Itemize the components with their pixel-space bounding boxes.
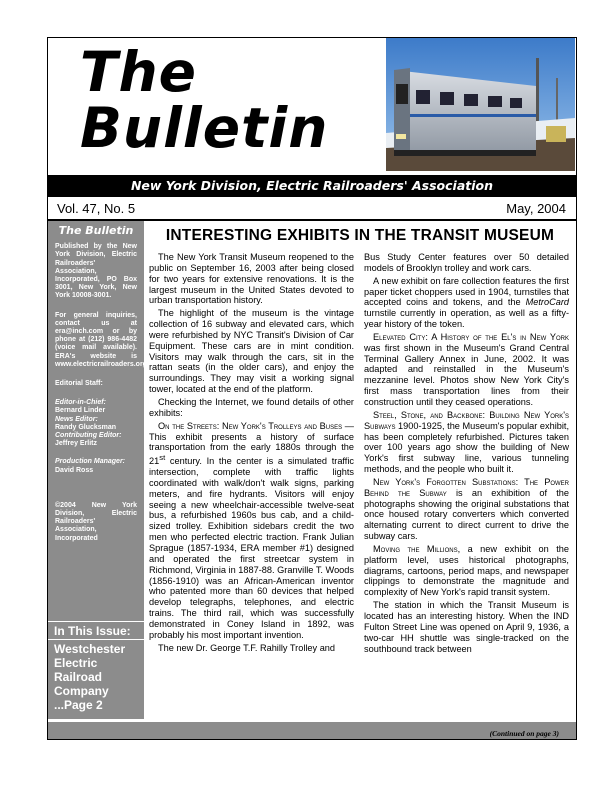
paragraph: Steel, Stone, and Backbone: Building New York's Subways 1900-1925, the Museum's popular exhibit, has been completely refurbished. Pictures taken over 100 years ago show the building of New York's first subway line, various tunneling methods, and the people who built it.	[364, 409, 569, 475]
paragraph: Checking the Internet, we found details of other exhibits:	[149, 396, 354, 418]
exhibit-title: On the Streets: New York's Trolleys and Buses	[158, 420, 343, 431]
masthead-title	[80, 40, 329, 160]
exhibit-title: Steel, Stone, and Backbone: Building New York's Subways 1900-1925	[364, 409, 569, 431]
paragraph: The highlight of the museum is the vintage collection of 16 subway and elevated cars, which were refurbished by NYC Transit's Division of Car Equipment. These cars are in mint condition. Visitors may walk through the cars, sit in the rattan seats (in the older cars), and enjoy the surroundings. They may visit a working signal tower, located at the end of the platform.	[149, 308, 354, 395]
contact-info: For general inquiries, contact us at era@inch.com or by phone at (212) 986-4482 (voice mail available). ERA's website is www.electricrailroaders.org.	[55, 311, 149, 368]
paragraph: The new Dr. George T.F. Rahilly Trolley and	[158, 642, 336, 653]
news-editor-label: News Editor:	[55, 415, 98, 423]
article-column-2	[364, 252, 569, 656]
article-column-1	[149, 252, 354, 655]
news-editor-name: Randy Glucksman	[55, 423, 117, 431]
subway-train-photo	[386, 38, 575, 171]
copyright-notice: ©2004 New York Division, Electric Railroaders' Association, Incorporated	[55, 501, 137, 542]
exhibit-title: New York's Forgotten Substations: The Power Behind the Subway	[364, 476, 569, 498]
production-manager-label: Production Manager:	[55, 458, 126, 466]
masthead-title-line1: The	[80, 40, 197, 104]
masthead-title-line2: Bulletin	[80, 96, 329, 160]
exhibit-title: Moving the Millions	[373, 543, 458, 554]
volume-number: Vol. 47, No. 5	[57, 201, 136, 216]
exhibit-title: Elevated City: A History of the El's in New York	[373, 331, 569, 342]
paragraph: Bus Study Center features over 50 detailed models of Brooklyn trolley and work cars.	[364, 252, 569, 273]
paragraph: The New York Transit Museum reopened to the public on September 16, 2003 after being closed for two years for extensive renovations. It is the largest museum in the United States devoted to urban transportation history.	[149, 252, 354, 306]
paragraph: On the Streets: New York's Trolleys and Buses — This exhibit presents a history of surface transportation from the early 1880s through the 21st century. In the center is a simulated traffic intersection, complete with traffic lights coordinated with walk/don't walk signs, parking meters, and fire hydrants. Visitors will enjoy seeing a new wheelchair-accessible twelve-seat bus, a refurbished 1960s bus cab, and a child-sized trolley. Exhibition sidebars credit the two men who perfected electric traction. Frank Julian Sprague (1857-1934, ERA member #1) designed and operated the first streetcar system in Richmond, Virginia in 1887-88. Granville T. Woods (1856-1910) was an African-American inventor who patented more than 60 devices that helped develop telegraphs, telephones, and electric trains. The third rail, which was successfully demonstrated in Coney Island in 1892, was probably his most important invention.	[149, 420, 354, 640]
paragraph: A new exhibit on fare collection features the first paper ticket choppers used in 1904, turnstiles that accepted coins and tokens, and the MetroCard turnstile currently in operation, as well as a fifty-year history of the token.	[364, 275, 569, 330]
contributing-editor-label: Contributing Editor:	[55, 432, 122, 440]
editor-name: Bernard Linder	[55, 407, 106, 415]
sidebar-title: The Bulletin	[58, 224, 134, 237]
issue-date: May, 2004	[506, 201, 566, 216]
staff-heading: Editorial Staff:	[55, 380, 103, 388]
paragraph: Moving the Millions, a new exhibit on the platform level, uses historical photographs, diagrams, cartoons, period maps, and newspaper clippings to demonstrate the magnitude and complexity of New York's rapid transit system.	[364, 543, 569, 598]
paragraph: New York's Forgotten Substations: The Power Behind the Subway is an exhibition of the photographs showing the original substations that once housed rotary converters which converted alternating current to direct current to drive the subway cars.	[364, 476, 569, 542]
publisher-info: Published by the New York Division, Electric Railroaders' Association, Incorporated, PO Box 3001, New York, New York 10008-3001.	[55, 243, 137, 300]
continued-note[interactable]: (Continued on page 3)	[489, 729, 559, 738]
production-manager-name: David Ross	[55, 466, 94, 474]
train-photo-illustration	[386, 38, 575, 171]
in-this-issue-item[interactable]: Westchester Electric Railroad Company ...Page 2	[54, 642, 126, 712]
editor-label: Editor-in-Chief:	[55, 399, 106, 407]
in-this-issue-heading: In This Issue:	[48, 624, 144, 640]
contributing-editor-name: Jeffrey Erlitz	[55, 440, 98, 448]
article-headline: INTERESTING EXHIBITS IN THE TRANSIT MUSEUM	[165, 227, 555, 244]
paragraph: Elevated City: A History of the El's in New York was first shown in the Museum's Grand Central Terminal Gallery Annex in June, 2002. It was adapted and reinstalled in the Museum's mezzanine level. Photos show New York City's first mass transportation lines from their construction until they ceased operations.	[364, 331, 569, 407]
paragraph: The station in which the Transit Museum is located has an interesting history. When the IND Fulton Street Line was opened on April 9, 1936, a two-car HH shuttle was single-tracked on the southbound track between	[364, 600, 569, 654]
division-banner: New York Division, Electric Railroaders' Association	[48, 175, 576, 197]
in-this-issue-box	[48, 621, 144, 719]
